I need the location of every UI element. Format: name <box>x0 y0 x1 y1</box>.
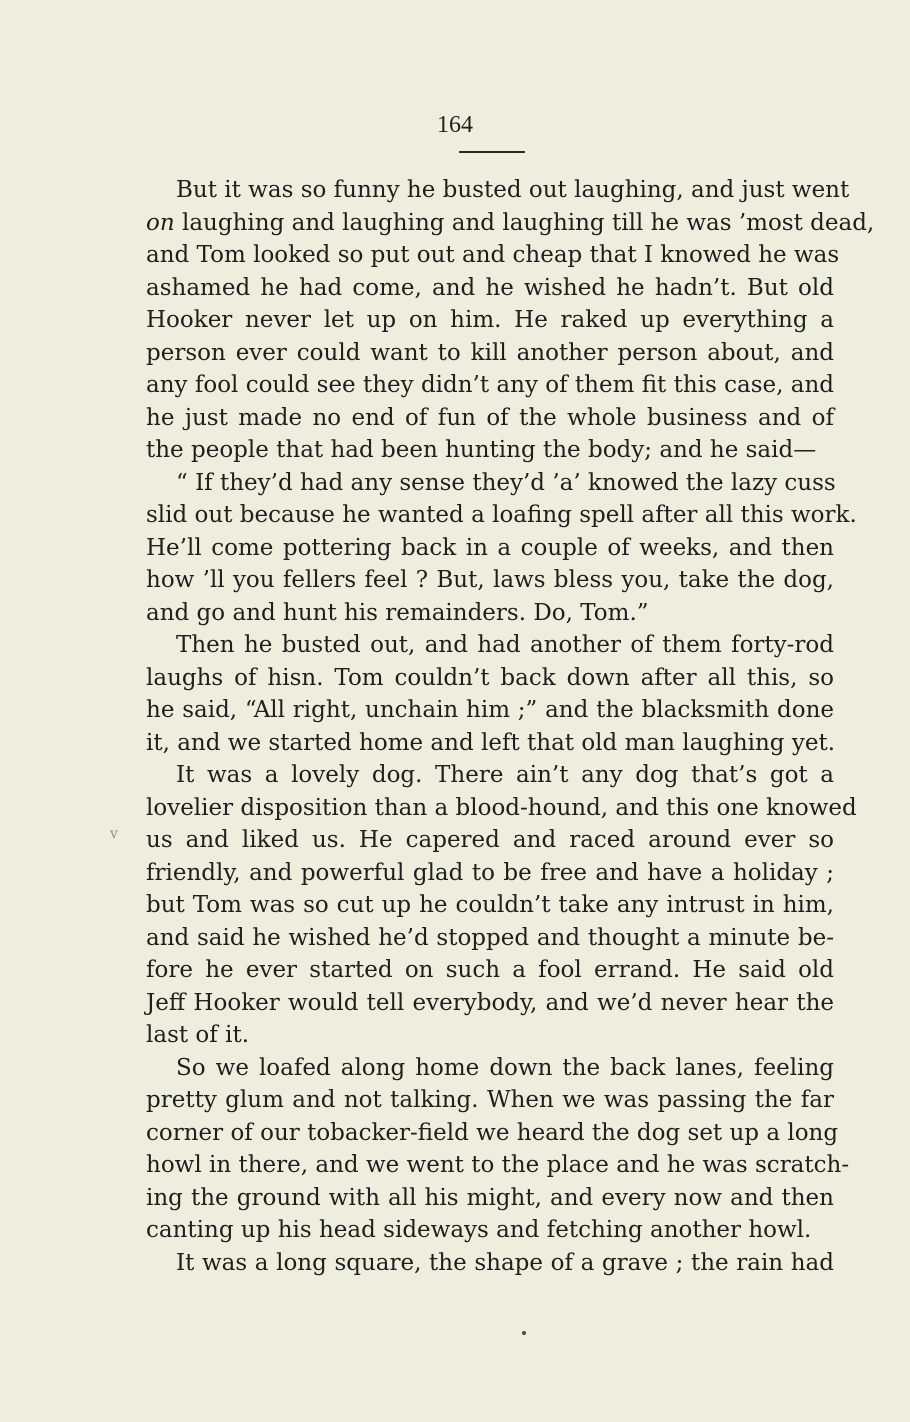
text-line: but Tom was so cut up he couldn’t take any intrust in him, <box>146 892 834 918</box>
text-line: the people that had been hunting the body; and he said— <box>146 437 817 463</box>
text-line: and Tom looked so put out and cheap that I knowed he was <box>146 242 840 268</box>
italic-word: on <box>146 209 175 236</box>
margin-mark: v <box>110 826 118 842</box>
text-line: friendly, and powerful glad to be free and have a holiday ; <box>146 859 834 886</box>
text-line: So we loafed along home down the back lanes, feeling <box>176 1054 834 1081</box>
text-line: and go and hunt his remainders. Do, Tom.” <box>146 599 649 626</box>
text-line: he just made no end of fun of the whole business and of <box>146 404 834 431</box>
text-line: any fool could see they didn’t any of them fit this case, and <box>146 372 835 398</box>
text-line: corner of our tobacker-field we heard the dog set up a long <box>146 1119 839 1146</box>
text-line: pretty glum and not talking. When we was passing the far <box>146 1087 834 1113</box>
bottom-dot <box>522 1331 526 1335</box>
text-line: lovelier disposition than a blood-hound, and this one knowed <box>146 794 857 821</box>
text-line: He’ll come pottering back in a couple of weeks, and then <box>146 534 834 561</box>
text-line: Hooker never let up on him. He raked up everything a <box>146 307 834 333</box>
text-line: ashamed he had come, and he wished he hadn’t. But old <box>146 274 834 301</box>
body-text <box>146 174 875 1279</box>
page-number: 164 <box>437 112 473 138</box>
text-line: howl in there, and we went to the place and he was scratch- <box>146 1152 850 1178</box>
text-line: But it was so funny he busted out laughing, and just went <box>176 177 850 203</box>
text-line: It was a long square, the shape of a grave ; the rain had <box>176 1249 834 1276</box>
text-line: laughs of hisn. Tom couldn’t back down after all this, so <box>146 664 834 691</box>
text-line: “ If they’d had any sense they’d ’a’ knowed the lazy cuss <box>176 469 836 496</box>
text-line-rest: laughing and laughing and laughing till he was ’most dead, <box>181 209 875 236</box>
text-line: he said, “All right, unchain him ;” and the blacksmith done <box>146 697 834 723</box>
text-line: person ever could want to kill another person about, and <box>146 339 834 366</box>
text-line: and said he wished he’d stopped and thought a minute be- <box>146 924 834 951</box>
text-line: canting up his head sideways and fetching another howl. <box>146 1217 812 1243</box>
text-line: last of it. <box>146 1022 250 1048</box>
text-line: how ’ll you fellers feel ? But, laws bless you, take the dog, <box>146 567 834 593</box>
text-line: us and liked us. He capered and raced around ever so <box>146 827 834 853</box>
text-line: ing the ground with all his might, and every now and then <box>146 1184 834 1211</box>
text-line <box>146 207 875 240</box>
text-line: It was a lovely dog. There ain’t any dog that’s got a <box>176 762 834 788</box>
text-line: slid out because he wanted a loafing spell after all this work. <box>146 502 857 528</box>
page-number-rule <box>459 151 525 153</box>
text-line: Jeff Hooker would tell everybody, and we’d never hear the <box>146 989 834 1016</box>
text-line: fore he ever started on such a fool errand. He said old <box>146 957 834 983</box>
text-line: it, and we started home and left that old man laughing yet. <box>146 729 836 756</box>
text-line: Then he busted out, and had another of them forty-rod <box>176 632 834 658</box>
